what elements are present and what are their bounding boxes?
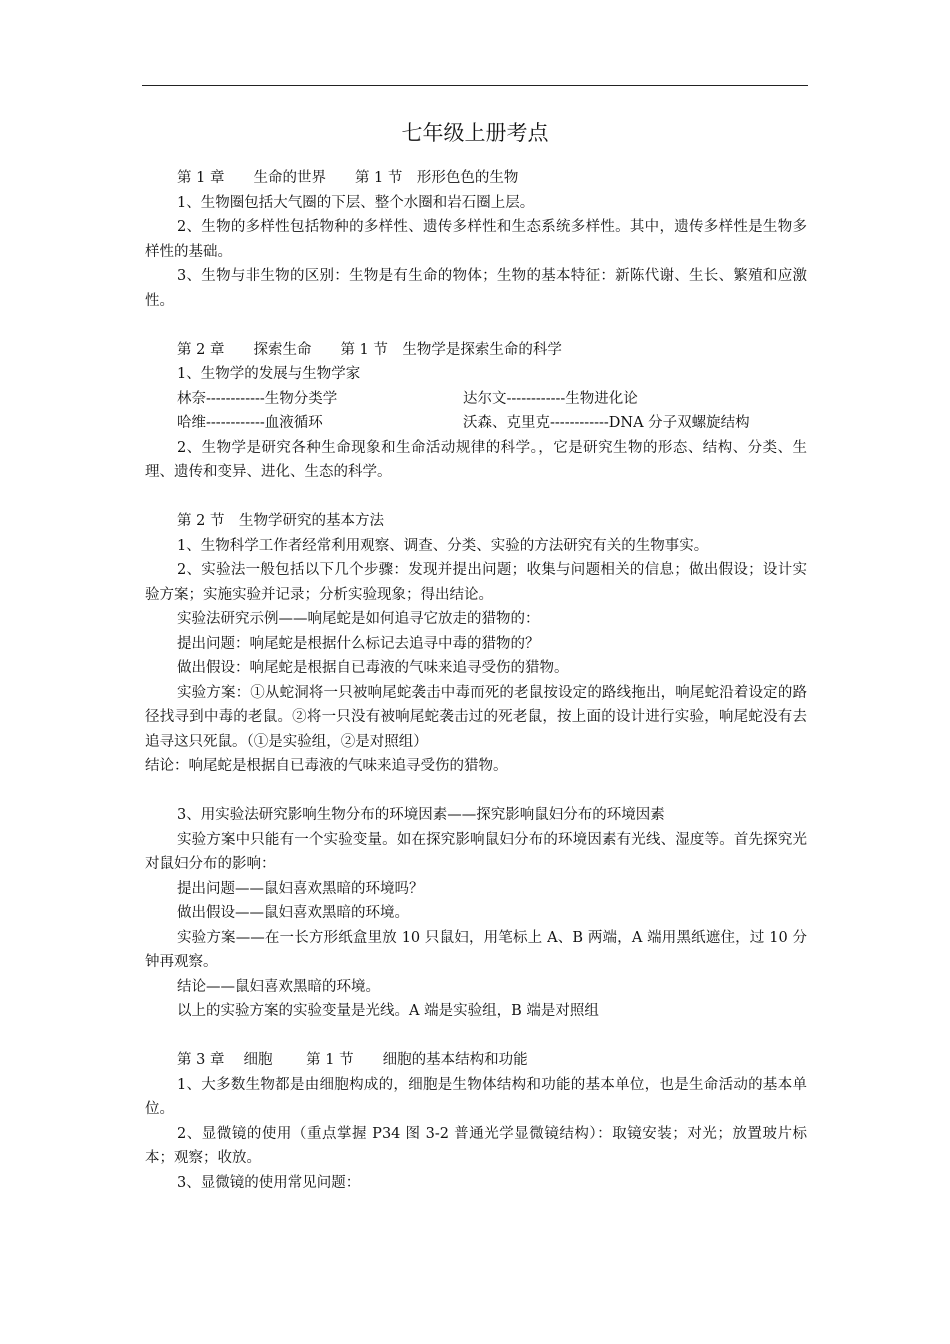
paragraph: 结论——鼠妇喜欢黑暗的环境。	[177, 978, 380, 995]
scientist-row	[145, 387, 807, 412]
scientist-row	[145, 411, 807, 436]
paragraph: 做出假设——鼠妇喜欢黑暗的环境。	[177, 905, 409, 921]
paragraph: 第 3 章 细胞 第 1 节 细胞的基本结构和功能	[177, 1052, 528, 1068]
page-title: 七年级上册考点	[401, 121, 549, 145]
scientist-entry: 哈维------------血液循环	[177, 415, 323, 431]
paragraph: 1、生物学的发展与生物学家	[177, 366, 361, 382]
paragraph: 以上的实验方案的实验变量是光线。A 端是实验组，B 端是对照组	[177, 1003, 599, 1019]
paragraph: 2、生物的多样性包括物种的多样性、遗传多样性和生态系统多样性。其中，遗传多样性是生物多样性的基础。	[145, 219, 807, 260]
scientist-entry: 沃森、克里克------------DNA 分子双螺旋结构	[463, 415, 750, 431]
paragraph: 提出问题——鼠妇喜欢黑暗的环境吗？	[177, 880, 424, 897]
paragraph: 2、实验法一般包括以下几个步骤：发现并提出问题；收集与问题相关的信息；做出假设；设计实验方案；实施实验并记录；分析实验现象；得出结论。	[145, 562, 807, 603]
paragraph: 3、生物与非生物的区别：生物是有生命的物体；生物的基本特征：新陈代谢、生长、繁殖和应激性。	[145, 268, 807, 309]
paragraph: 3、用实验法研究影响生物分布的环境因素——探究影响鼠妇分布的环境因素	[177, 807, 665, 823]
paragraph: 第 1 章 生命的世界 第 1 节 形形色色的生物	[177, 170, 519, 186]
header-rule	[142, 85, 808, 86]
paragraph: 做出假设：响尾蛇是根据自已毒液的气味来追寻受伤的猎物。	[177, 660, 569, 676]
paragraph: 实验法研究示例——响尾蛇是如何追寻它放走的猎物的：	[177, 611, 540, 627]
scientist-entry: 达尔文------------生物进化论	[463, 390, 638, 407]
paragraph-gap	[145, 779, 807, 804]
paragraph-gap	[145, 313, 807, 338]
paragraph: 3、显微镜的使用常见问题：	[177, 1174, 361, 1191]
paragraph: 1、生物科学工作者经常利用观察、调查、分类、实验的方法研究有关的生物事实。	[177, 537, 709, 554]
paragraph: 2、生物学是研究各种生命现象和生命活动规律的科学。，它是研究生物的形态、结构、分类、生理、遗传和变异、进化、生态的科学。	[145, 439, 807, 480]
document-body	[145, 166, 807, 1195]
paragraph: 实验方案——在一长方形纸盒里放 10 只鼠妇，用笔标上 A、B 两端，A 端用黑纸遮住，过 10 分钟再观察。	[145, 929, 807, 970]
paragraph: 结论：响尾蛇是根据自已毒液的气味来追寻受伤的猎物。	[145, 758, 508, 774]
paragraph-gap	[145, 1024, 807, 1049]
paragraph: 第 2 节 生物学研究的基本方法	[177, 513, 384, 529]
paragraph: 1、大多数生物都是由细胞构成的，细胞是生物体结构和功能的基本单位，也是生命活动的基本单位。	[145, 1076, 807, 1117]
paragraph: 实验方案：①从蛇洞将一只被响尾蛇袭击中毒而死的老鼠按设定的路线拖出，响尾蛇沿着设定的路径找寻到中毒的老鼠。②将一只没有被响尾蛇袭击过的死老鼠，按上面的设计进行实验，响尾蛇没有去追寻这只死鼠。（①是实验组，②是对照组）	[145, 684, 807, 750]
paragraph: 第 2 章 探索生命 第 1 节 生物学是探索生命的科学	[177, 341, 562, 358]
paragraph: 1、生物圈包括大气圈的下层、整个水圈和岩石圈上层。	[177, 194, 535, 211]
paragraph: 实验方案中只能有一个实验变量。如在探究影响鼠妇分布的环境因素有光线、湿度等。首先探究光对鼠妇分布的影响：	[145, 831, 807, 872]
paragraph-gap	[145, 485, 807, 510]
scientist-entry: 林奈------------生物分类学	[177, 390, 338, 407]
paragraph: 2、显微镜的使用（重点掌握 P34 图 3-2 普通光学显微镜结构）：取镜安装；对光；放置玻片标本；观察；收放。	[145, 1125, 807, 1166]
paragraph: 提出问题：响尾蛇是根据什么标记去追寻中毒的猎物的？	[177, 635, 540, 652]
